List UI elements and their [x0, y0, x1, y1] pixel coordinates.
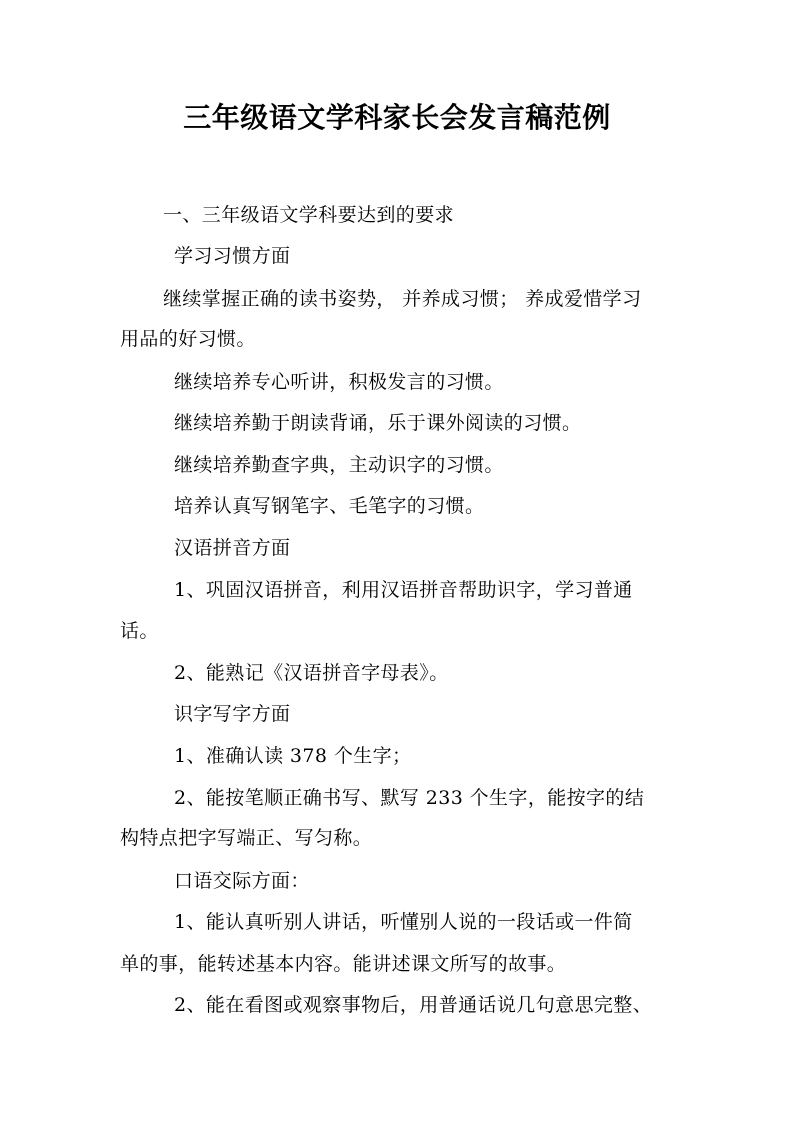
- subheading-pinyin: 汉语拼音方面: [174, 537, 291, 559]
- paragraph-line: 培养认真写钢笔字、毛笔字的习惯。: [174, 495, 485, 517]
- paragraph-line: 1、准确认读 378 个生字；: [174, 745, 412, 767]
- paragraph-line: 话。: [120, 620, 159, 642]
- paragraph-line: 2、能按笔顺正确书写、默写 233 个生字，能按字的结: [174, 787, 645, 809]
- subheading-literacy-writing: 识字写字方面: [174, 703, 291, 725]
- paragraph-line: 继续培养专心听讲，积极发言的习惯。: [174, 371, 504, 393]
- subheading-oral-communication: 口语交际方面：: [174, 870, 310, 892]
- paragraph-line: 用品的好习惯。: [120, 328, 256, 350]
- paragraph-line: 继续培养勤查字典，主动识字的习惯。: [174, 454, 504, 476]
- document-title: 三年级语文学科家长会发言稿范例: [183, 101, 611, 134]
- subheading-study-habits: 学习习惯方面: [174, 245, 291, 267]
- paragraph-line: 构特点把字写端正、写匀称。: [120, 827, 373, 849]
- paragraph-line: 2、能在看图或观察事物后，用普通话说几句意思完整、: [174, 994, 653, 1016]
- paragraph-line: 单的事，能转述基本内容。能讲述课文所写的故事。: [120, 953, 567, 975]
- paragraph-line: 继续培养勤于朗读背诵，乐于课外阅读的习惯。: [174, 412, 582, 434]
- paragraph-line: 1、能认真听别人讲话，听懂别人说的一段话或一件简: [174, 911, 633, 933]
- paragraph-line: 1、巩固汉语拼音，利用汉语拼音帮助识字，学习普通: [174, 579, 633, 601]
- paragraph-line: 2、能熟记《汉语拼音字母表》。: [174, 662, 449, 684]
- section-heading: 一、三年级语文学科要达到的要求: [163, 204, 455, 226]
- paragraph-line: 继续掌握正确的读书姿势， 并养成习惯； 养成爱惜学习: [163, 288, 642, 310]
